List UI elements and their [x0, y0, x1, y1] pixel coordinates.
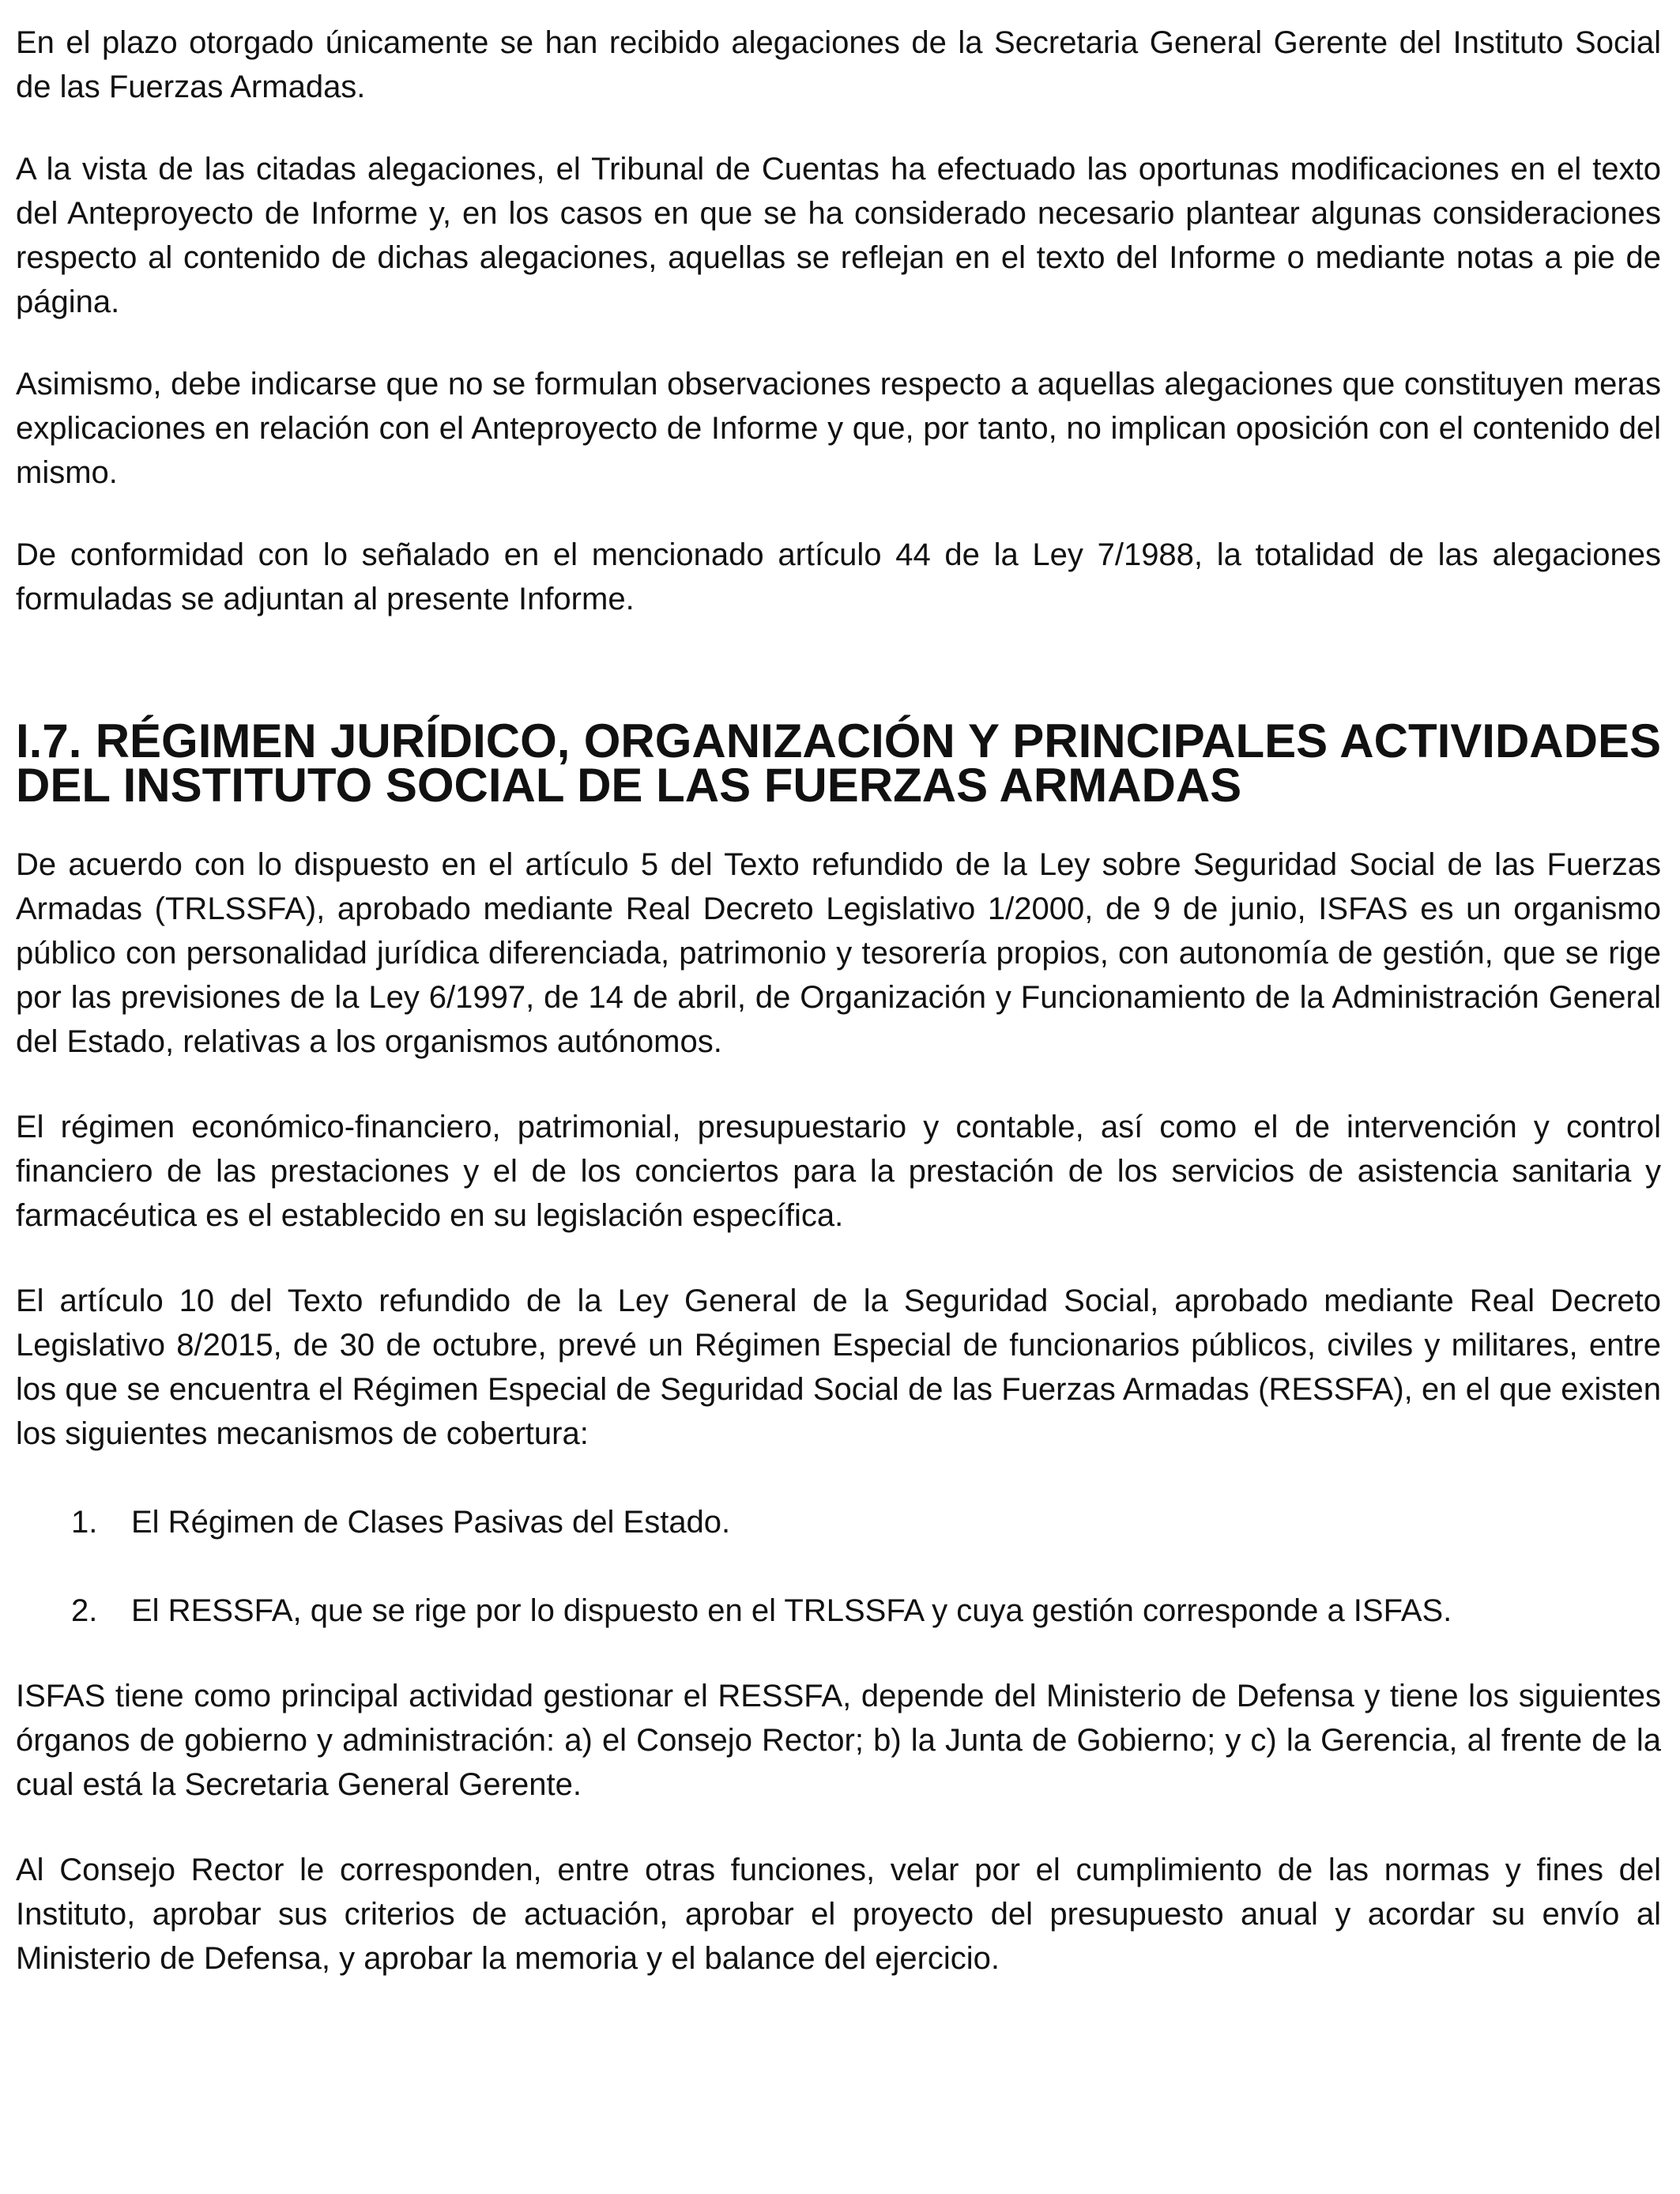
- section-heading: I.7. RÉGIMEN JURÍDICO, ORGANIZACIÓN Y PRINCIPALES ACTIVIDADES DEL INSTITUTO SOCIAL DE LAS FUERZAS ARMADAS: [16, 714, 1661, 812]
- list-item-number: 2.: [71, 1593, 98, 1628]
- coverage-list: [16, 1500, 1661, 1633]
- paragraph-alegaciones-recibidas: En el plazo otorgado únicamente se han recibido alegaciones de la Secretaria General Gerente del Instituto Social de las Fuerzas Armadas.: [16, 25, 1661, 104]
- paragraph-consejo-rector: Al Consejo Rector le corresponden, entre otras funciones, velar por el cumplimiento de las normas y fines del Instituto, aprobar sus criterios de actuación, aprobar el proyecto del presupuesto anual y acordar su envío al Ministerio de Defensa, y aprobar la memoria y el balance del ejercicio.: [16, 1853, 1661, 1976]
- list-item: [16, 1589, 1661, 1633]
- paragraph-regimen-economico: El régimen económico-financiero, patrimonial, presupuestario y contable, así como el de intervención y control financiero de las prestaciones y el de los conciertos para la prestación de los servicios de asistencia sanitaria y farmacéutica es el establecido en su legislación específica.: [16, 1110, 1661, 1233]
- paragraph-conformidad: De conformidad con lo señalado en el mencionado artículo 44 de la Ley 7/1988, la totalidad de las alegaciones formuladas se adjuntan al presente Informe.: [16, 537, 1661, 616]
- list-item-text: El Régimen de Clases Pasivas del Estado.: [131, 1505, 731, 1540]
- paragraph-modificaciones: A la vista de las citadas alegaciones, el Tribunal de Cuentas ha efectuado las oportunas modificaciones en el texto del Anteproyecto de Informe y, en los casos en que se ha considerado necesario plantear algunas consideraciones respecto al contenido de dichas alegaciones, aquellas se reflejan en el texto del Informe o mediante notas a pie de página.: [16, 152, 1661, 319]
- paragraph-isfas-actividad: ISFAS tiene como principal actividad gestionar el RESSFA, depende del Ministerio de Defensa y tiene los siguientes órganos de gobierno y administración: a) el Consejo Rector; b) la Junta de Gobierno; y c) la Gerencia, al frente de la cual está la Secretaria General Gerente.: [16, 1679, 1661, 1802]
- paragraph-observaciones: Asimismo, debe indicarse que no se formulan observaciones respecto a aquellas alegaciones que constituyen meras explicaciones en relación con el Anteproyecto de Informe y que, por tanto, no implican oposición con el contenido del mismo.: [16, 367, 1661, 490]
- list-item-text: El RESSFA, que se rige por lo dispuesto en el TRLSSFA y cuya gestión corresponde a ISFAS.: [131, 1593, 1452, 1628]
- paragraph-articulo-10: El artículo 10 del Texto refundido de la Ley General de la Seguridad Social, aprobado mediante Real Decreto Legislativo 8/2015, de 30 de octubre, prevé un Régimen Especial de funcionarios públicos, civiles y militares, entre los que se encuentra el Régimen Especial de Seguridad Social de las Fuerzas Armadas (RESSFA), en el que existen los siguientes mecanismos de cobertura:: [16, 1284, 1661, 1451]
- list-item: [16, 1500, 1661, 1544]
- document-page: [16, 0, 1661, 1981]
- list-item-number: 1.: [71, 1505, 98, 1540]
- paragraph-regimen-juridico: De acuerdo con lo dispuesto en el artículo 5 del Texto refundido de la Ley sobre Seguridad Social de las Fuerzas Armadas (TRLSSFA), aprobado mediante Real Decreto Legislativo 1/2000, de 9 de junio, ISFAS es un organismo público con personalidad jurídica diferenciada, patrimonio y tesorería propios, con autonomía de gestión, que se rige por las previsiones de la Ley 6/1997, de 14 de abril, de Organización y Funcionamiento de la Administración General del Estado, relativas a los organismos autónomos.: [16, 847, 1661, 1059]
